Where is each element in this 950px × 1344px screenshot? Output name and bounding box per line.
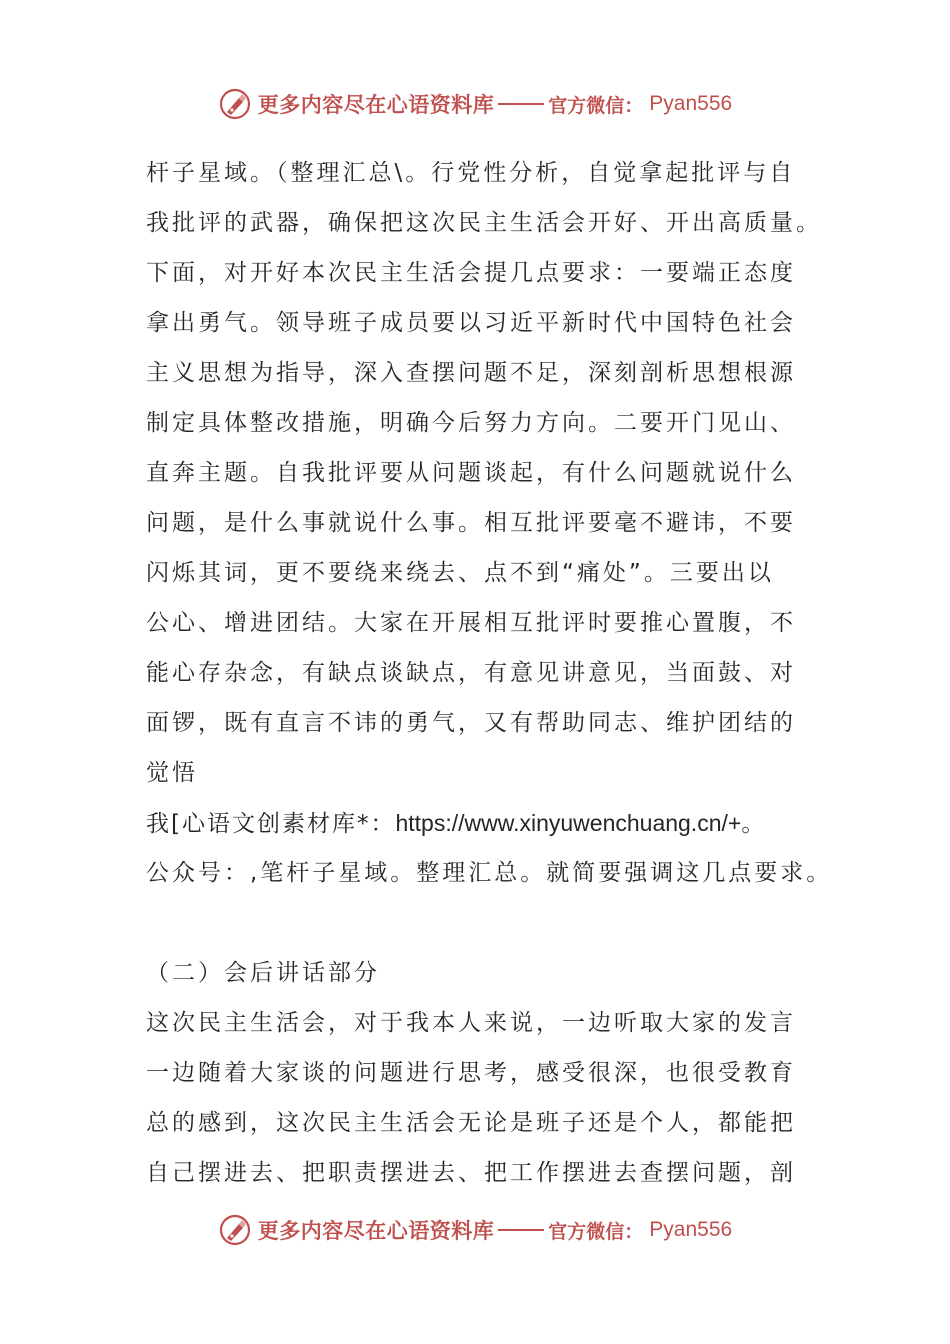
banner-dash (498, 1229, 544, 1231)
body-line: 一边随着大家谈的问题进行思考，感受很深，也很受教育 (146, 1060, 796, 1086)
banner-wechat-id: Pyan556 (649, 92, 733, 115)
header-banner (0, 84, 950, 124)
banner-text: 更多内容尽在心语资料库 (257, 1218, 495, 1243)
body-line: 我批评的武器，确保把这次民主生活会开好、开出高质量。 (146, 210, 822, 236)
body-line: 公众号：,笔杆子星域。整理汇总。就简要强调这几点要求。 (146, 860, 833, 886)
paragraph-gap (146, 898, 806, 948)
body-line: 自己摆进去、把职责摆进去、把工作摆进去查摆问题，剖 (146, 1160, 796, 1186)
footer-banner (0, 1210, 950, 1250)
body-line: 制定具体整改措施，明确今后努力方向。二要开门见山、 (146, 410, 796, 436)
body-line: 这次民主生活会，对于我本人来说，一边听取大家的发言 (146, 1010, 796, 1036)
body-line: 主义思想为指导，深入查摆问题不足，深刻剖析思想根源 (146, 360, 796, 386)
pen-nib-logo-icon (218, 1213, 252, 1247)
section-heading: （二）会后讲话部分 (146, 960, 380, 986)
body-line: 下面，对开好本次民主生活会提几点要求：一要端正态度 (146, 260, 796, 286)
banner-wechat-label: 官方微信： (548, 1220, 644, 1243)
body-line: 拿出勇气。领导班子成员要以习近平新时代中国特色社会 (146, 310, 796, 336)
banner-wechat-label: 官方微信： (548, 94, 644, 117)
url-prefix: 我[心语文创素材库*： (146, 811, 396, 837)
banner-text: 更多内容尽在心语资料库 (257, 92, 495, 117)
url-line (146, 798, 806, 848)
body-line: 闪烁其词，更不要绕来绕去、点不到“痛处”。三要出以 (146, 560, 774, 586)
banner-dash (498, 103, 544, 105)
body-line: 能心存杂念，有缺点谈缺点，有意见讲意见，当面鼓、对 (146, 660, 796, 686)
body-line: 问题，是什么事就说什么事。相互批评要毫不避讳，不要 (146, 510, 796, 536)
body-line: 面锣，既有直言不讳的勇气，又有帮助同志、维护团结的 (146, 710, 796, 736)
body-line: 总的感到，这次民主生活会无论是班子还是个人，都能把 (146, 1110, 796, 1136)
pen-nib-logo-icon (218, 87, 252, 121)
document-body (146, 148, 833, 1198)
body-line: 杆子星域。（整理汇总\。行党性分析，自觉拿起批评与自 (146, 160, 796, 186)
website-link[interactable]: https://www.xinyuwenchuang.cn/+ (395, 810, 742, 836)
body-line: 公心、增进团结。大家在开展相互批评时要推心置腹，不 (146, 610, 796, 636)
url-suffix: 。 (741, 811, 767, 837)
body-line: 觉悟 (146, 760, 198, 786)
body-line: 直奔主题。自我批评要从问题谈起，有什么问题就说什么 (146, 460, 796, 486)
banner-wechat-id: Pyan556 (649, 1218, 733, 1241)
